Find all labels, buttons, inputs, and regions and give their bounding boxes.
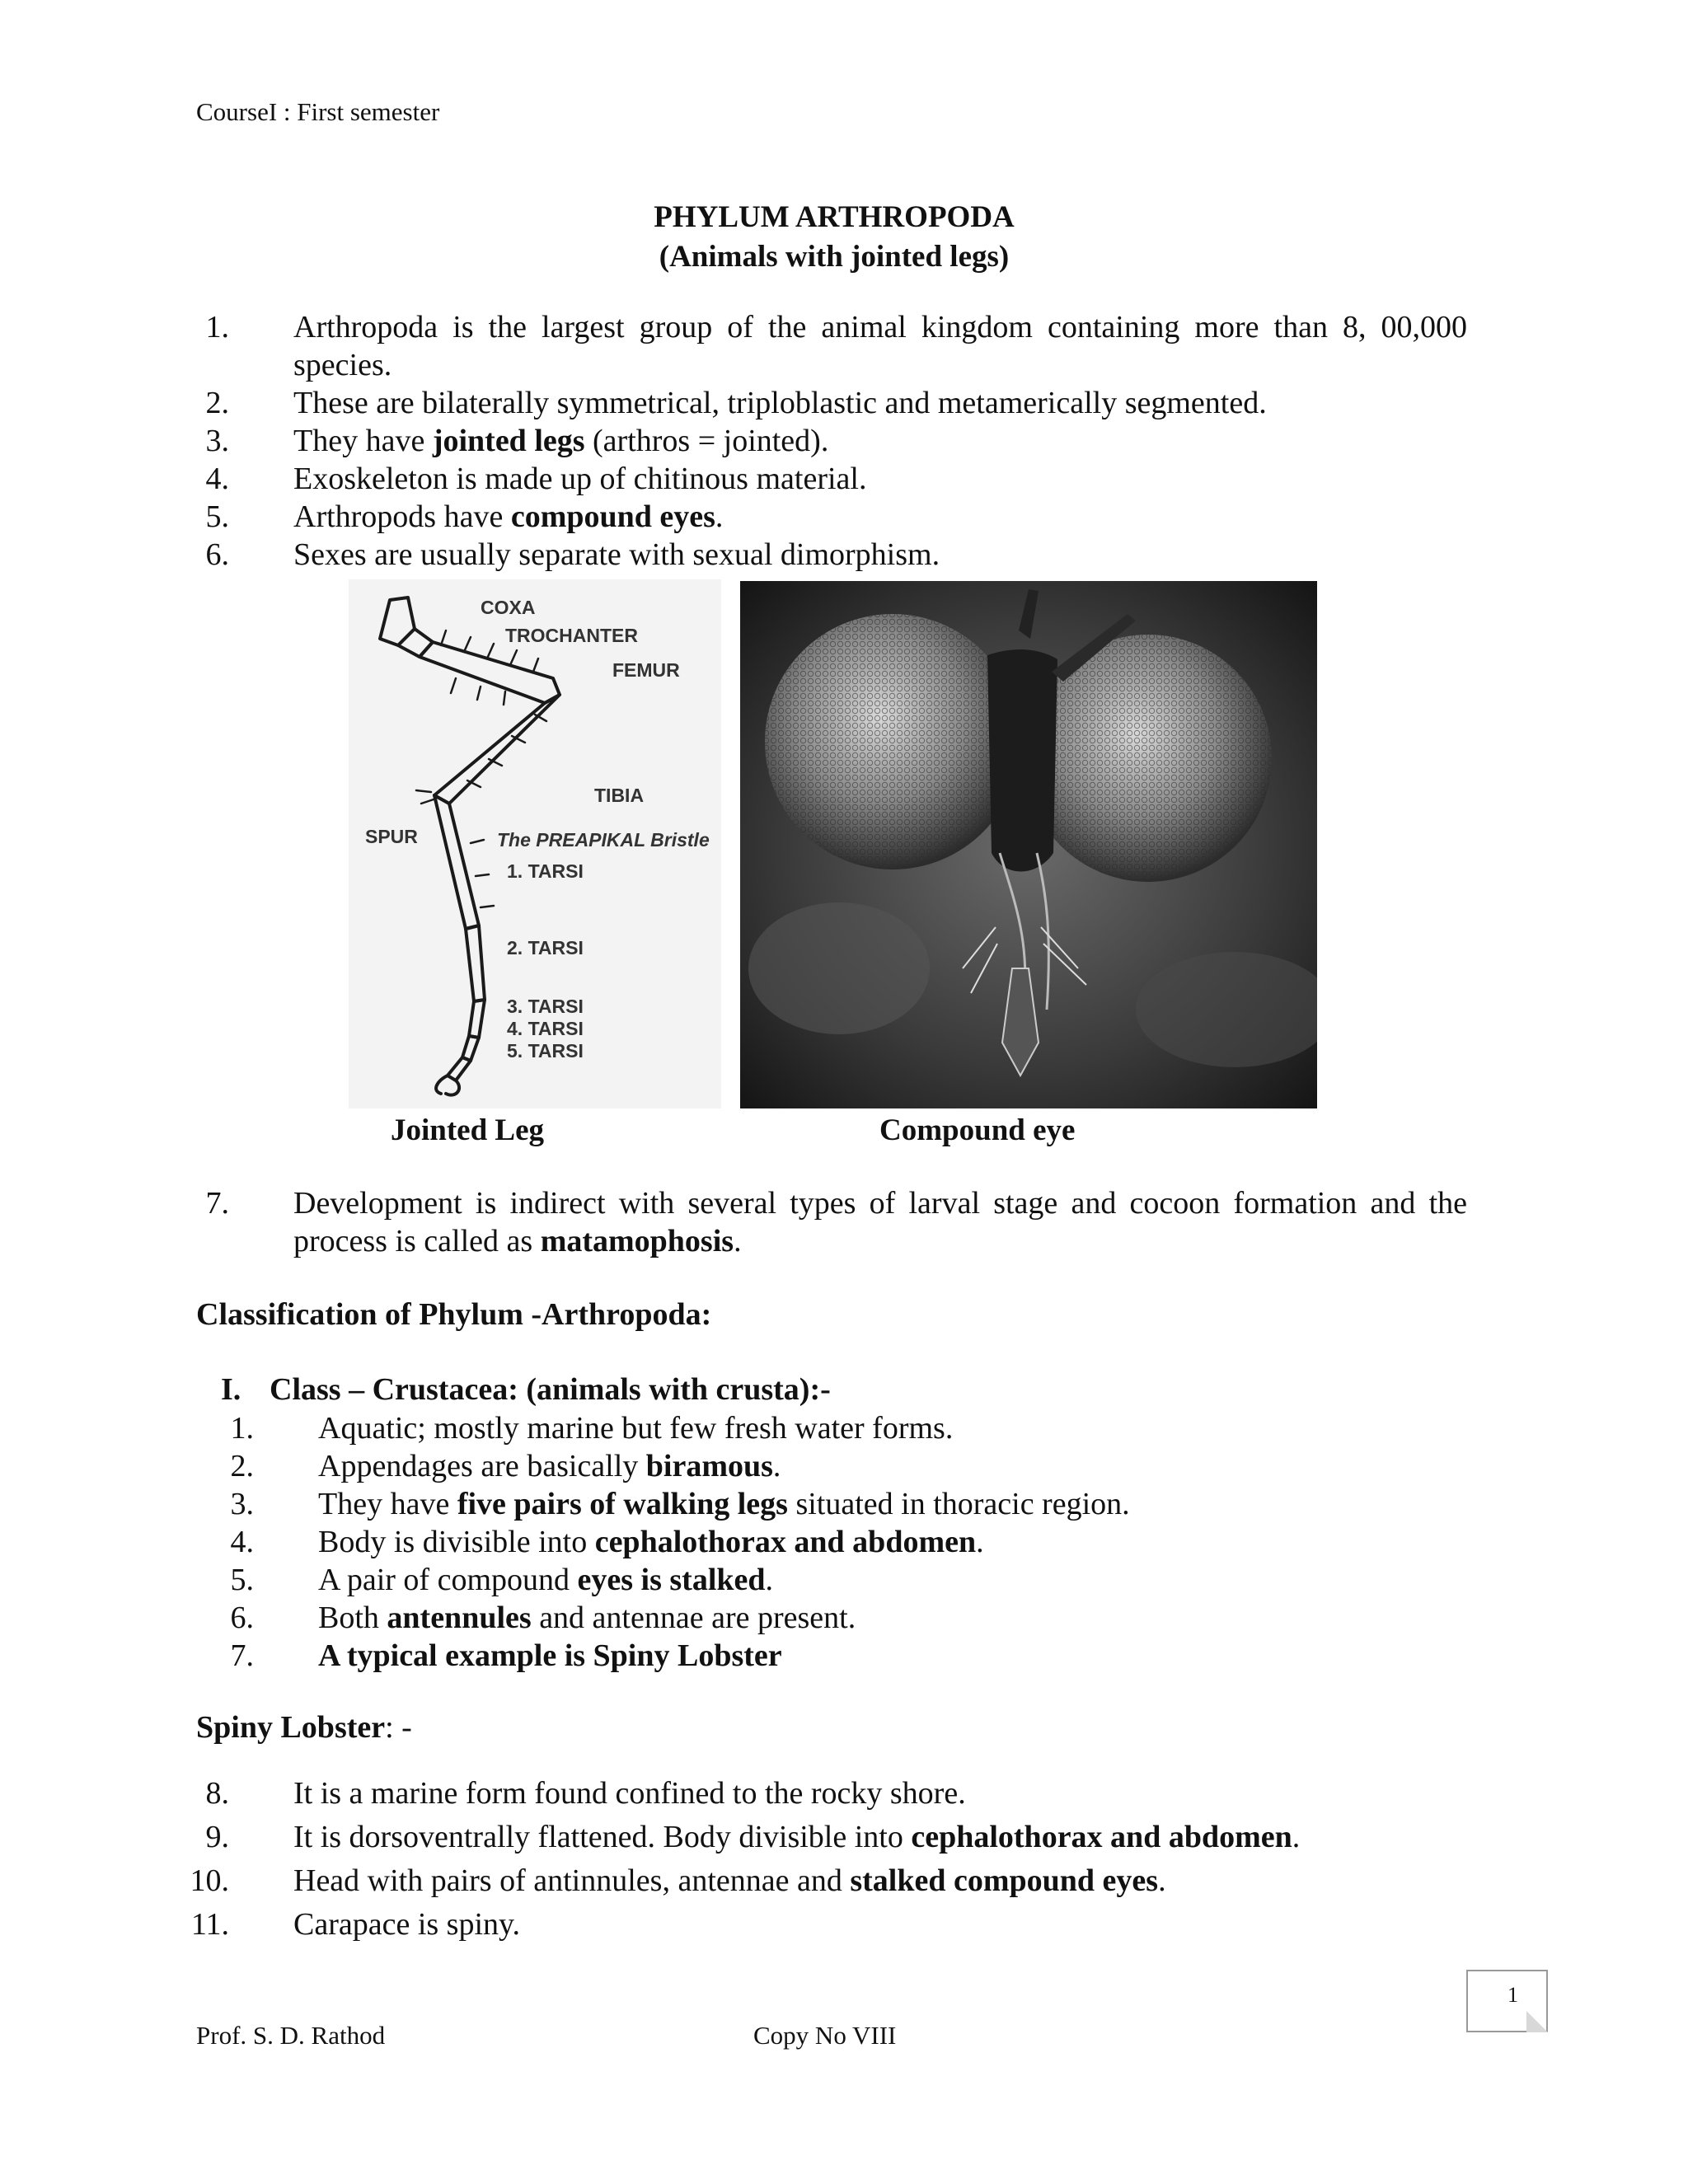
item-number: 2. xyxy=(230,1449,254,1483)
list-item xyxy=(190,1859,1467,1903)
item-text: These are bilaterally symmetrical, triploblastic and metamerically segmented. xyxy=(293,386,1267,420)
label-tarsi-4: 4. TARSI xyxy=(507,1018,584,1039)
label-spur: SPUR xyxy=(365,826,418,847)
item-number: 7. xyxy=(230,1638,254,1673)
list-item xyxy=(230,1561,1418,1599)
label-tibia: TIBIA xyxy=(594,785,645,806)
item-text: It is dorsoventrally flattened. Body divisible into cephalothorax and abdomen. xyxy=(293,1820,1301,1854)
item-number: 5. xyxy=(230,1563,254,1597)
item-text: Exoskeleton is made up of chitinous material. xyxy=(293,462,867,496)
fly-head-illustration xyxy=(740,581,1317,1108)
item-text: Appendages are basically biramous. xyxy=(318,1449,781,1483)
list-item xyxy=(230,1485,1418,1523)
footer-copy: Copy No VIII xyxy=(753,2021,897,2050)
item-number: 9. xyxy=(205,1820,229,1854)
leg-drawing xyxy=(349,579,721,1108)
page-title: PHYLUM ARTHROPODA xyxy=(654,200,1015,234)
label-trochanter: TROCHANTER xyxy=(505,625,638,646)
item-number: 11. xyxy=(190,1907,229,1942)
caption-jointed-leg: Jointed Leg xyxy=(391,1113,545,1147)
item-text: A typical example is Spiny Lobster xyxy=(318,1638,782,1673)
item-number: 10. xyxy=(190,1863,229,1898)
item-number: 5. xyxy=(205,499,229,534)
item-text: Sexes are usually separate with sexual dimorphism. xyxy=(293,537,940,572)
footer-author: Prof. S. D. Rathod xyxy=(196,2021,386,2050)
item-text-continued: process is called as matamophosis. xyxy=(293,1224,742,1258)
list-item xyxy=(205,1772,1467,1816)
item-text: Arthropoda is the largest group of the animal kingdom containing more than 8, 00,000 xyxy=(293,310,1467,344)
list-item xyxy=(205,460,1467,498)
list-item xyxy=(205,498,1467,536)
tarsus-5-segment xyxy=(448,1057,471,1080)
list-item xyxy=(230,1523,1418,1561)
list-item xyxy=(230,1447,1418,1485)
item-number: 3. xyxy=(230,1487,254,1521)
item-number: 6. xyxy=(230,1601,254,1635)
item-text-continued: species. xyxy=(293,348,392,382)
jointed-leg-diagram xyxy=(349,579,721,1108)
list-item xyxy=(205,308,1467,384)
label-tarsi-2: 2. TARSI xyxy=(507,937,584,958)
list-item xyxy=(230,1637,1418,1675)
list-item xyxy=(230,1409,1418,1447)
item-text: They have jointed legs (arthros = jointed). xyxy=(293,424,829,458)
crustacea-roman-numeral: I. xyxy=(221,1372,241,1407)
list-item xyxy=(205,1816,1467,1859)
item-text: Aquatic; mostly marine but few fresh water forms. xyxy=(318,1411,954,1446)
crustacea-list xyxy=(230,1409,1418,1675)
label-tarsi-1: 1. TARSI xyxy=(507,860,584,882)
page-number-box xyxy=(1466,1970,1548,2032)
course-header: CourseI : First semester xyxy=(196,97,440,126)
trochanter-segment xyxy=(398,629,433,657)
feature-list xyxy=(205,308,1467,574)
item-number: 2. xyxy=(205,386,229,420)
compound-eye-photo xyxy=(740,581,1317,1108)
feature-7 xyxy=(205,1184,1467,1260)
page-number: 1 xyxy=(1507,1983,1518,2007)
page-subtitle: (Animals with jointed legs) xyxy=(659,240,1010,274)
classification-heading: Classification of Phylum -Arthropoda: xyxy=(196,1297,712,1332)
item-number: 1. xyxy=(230,1411,254,1446)
item-text: Body is divisible into cephalothorax and abdomen. xyxy=(318,1525,984,1559)
item-number: 4. xyxy=(205,462,229,496)
page-fold-icon xyxy=(1526,2011,1548,2032)
item-number: 1. xyxy=(205,310,229,344)
item-number: 4. xyxy=(230,1525,254,1559)
item-text: It is a marine form found confined to the rocky shore. xyxy=(293,1776,966,1811)
spiny-lobster-heading: Spiny Lobster: - xyxy=(196,1710,412,1745)
label-preapikal-bristle: The PREAPIKAL Bristle xyxy=(497,829,710,851)
tibia-segment xyxy=(434,695,560,804)
spiny-lobster-list xyxy=(190,1772,1467,1947)
label-coxa: COXA xyxy=(481,597,536,618)
list-item xyxy=(205,422,1467,460)
list-item xyxy=(230,1599,1418,1637)
item-number: 3. xyxy=(205,424,229,458)
item-text: Development is indirect with several types of larval stage and cocoon formation and the xyxy=(293,1186,1467,1221)
list-item xyxy=(205,384,1467,422)
label-tarsi-3: 3. TARSI xyxy=(507,996,584,1017)
tarsus-3-segment xyxy=(469,1000,485,1038)
list-item xyxy=(205,536,1467,574)
item-text: They have five pairs of walking legs situated in thoracic region. xyxy=(318,1487,1130,1521)
item-text: Carapace is spiny. xyxy=(293,1907,521,1942)
tarsus-2-segment xyxy=(466,926,485,1001)
item-text: Both antennules and antennae are present. xyxy=(318,1601,856,1635)
item-number: 8. xyxy=(205,1776,229,1811)
item-text: Arthropods have compound eyes. xyxy=(293,499,724,534)
item-number: 6. xyxy=(205,537,229,572)
label-femur: FEMUR xyxy=(612,659,680,681)
tarsus-1-segment xyxy=(434,795,479,929)
coxa-segment xyxy=(380,598,415,645)
list-item xyxy=(190,1903,1467,1947)
label-tarsi-5: 5. TARSI xyxy=(507,1040,584,1062)
item-number: 7. xyxy=(205,1186,229,1221)
crustacea-heading: Class – Crustacea: (animals with crusta):- xyxy=(270,1372,831,1407)
caption-compound-eye: Compound eye xyxy=(879,1113,1076,1147)
item-text: A pair of compound eyes is stalked. xyxy=(318,1563,774,1597)
item-text: Head with pairs of antinnules, antennae and stalked compound eyes. xyxy=(293,1863,1166,1898)
